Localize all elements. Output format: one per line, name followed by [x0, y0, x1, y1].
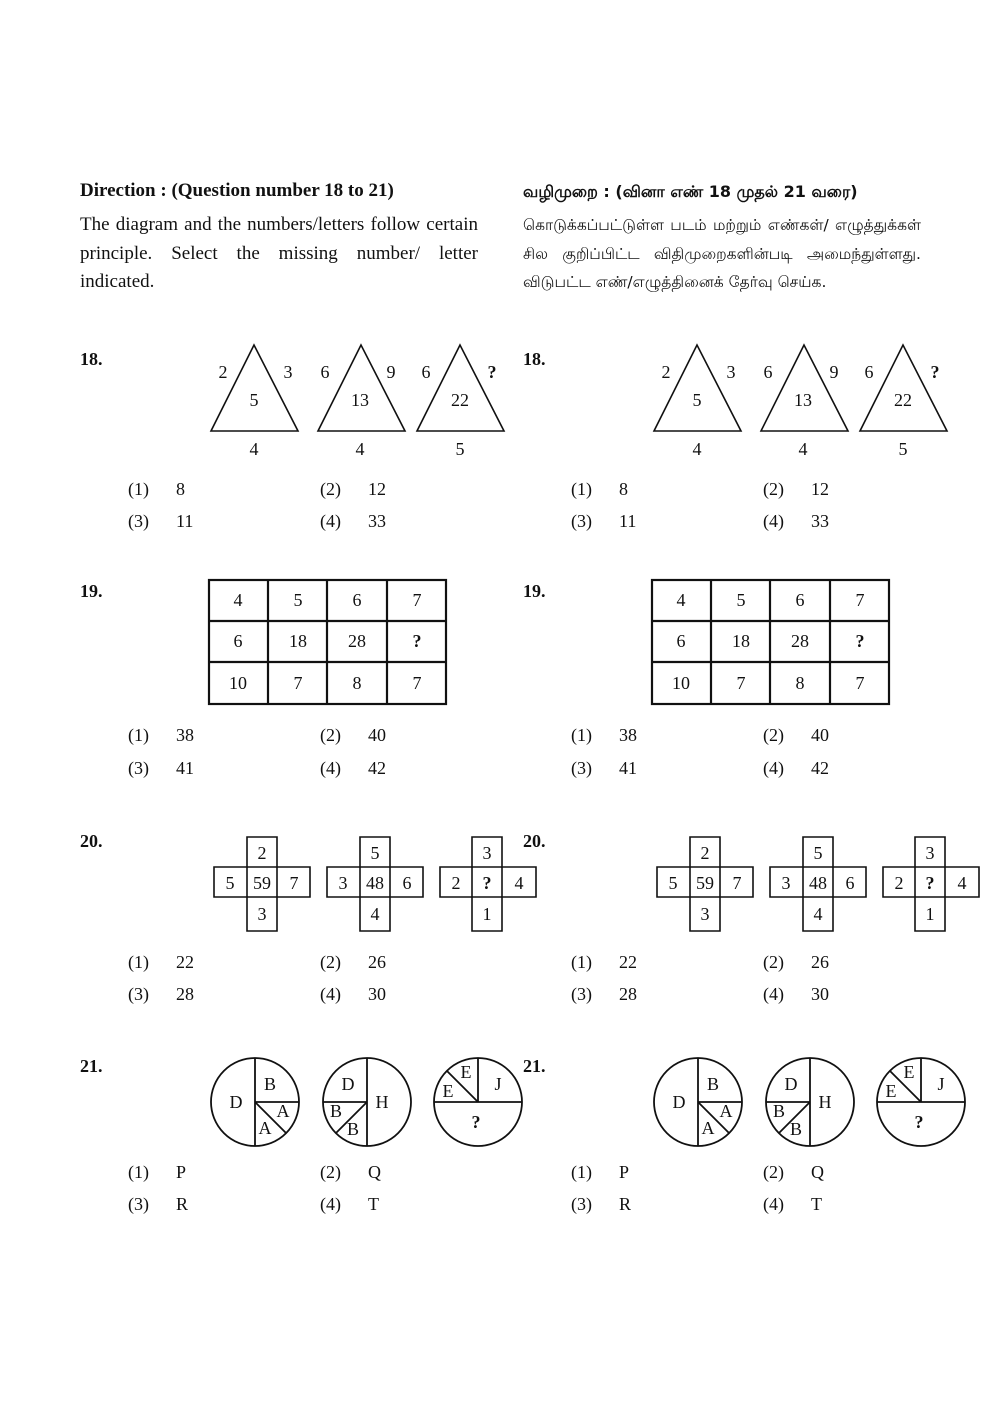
- triangle-center-value: 22: [451, 390, 469, 410]
- cross-bottom-value: 3: [257, 904, 267, 924]
- circle-3: [877, 1058, 965, 1146]
- option-label: (2): [763, 952, 784, 972]
- option-2[interactable]: [763, 1162, 824, 1183]
- triangle-left-value: 6: [864, 362, 874, 382]
- option-label: (2): [763, 1162, 784, 1182]
- direction-text: கொடுக்கப்பட்டுள்ள படம் மற்றும் எண்கள்/ எழுத்துக்கள் சில குறிப்பிட்ட விதிமுறைகளின்படி அமைந்துள்ளது. விடுபட்ட எண்/எழுத்தினைக் தேர்வு செய்க.: [523, 216, 921, 291]
- grid-cell: 6: [233, 631, 243, 651]
- option-label: (1): [571, 952, 592, 972]
- option-label: (4): [320, 1194, 341, 1214]
- cross-bottom-value: 4: [370, 904, 380, 924]
- grid-cell: 7: [412, 590, 422, 610]
- circle-letter: B: [772, 1101, 786, 1121]
- option-value: 26: [811, 952, 829, 972]
- option-label: (1): [571, 725, 592, 745]
- option-value: Q: [368, 1162, 381, 1182]
- option-value: 42: [368, 758, 386, 778]
- option-value: 33: [811, 511, 829, 531]
- direction-text: The diagram and the numbers/letters follow certain principle. Select the missing number/ letter indicated.: [80, 214, 478, 292]
- triangle-left-value: 6: [320, 362, 330, 382]
- tamil-column: [523, 0, 967, 1413]
- cross-center-value: 48: [809, 873, 827, 893]
- option-label: (3): [128, 984, 149, 1004]
- grid-cell: 18: [732, 631, 750, 651]
- grid-cell-missing: ?: [855, 631, 865, 651]
- option-label: (4): [763, 511, 784, 531]
- circle-2: [766, 1058, 854, 1146]
- option-value: P: [619, 1162, 630, 1182]
- circle-letter: H: [375, 1092, 389, 1112]
- grid-cell: 6: [352, 590, 362, 610]
- cross-right-value: 4: [514, 873, 524, 893]
- question-number-21: 21.: [523, 1056, 546, 1076]
- grid-cell: 5: [736, 590, 746, 610]
- cross-right-value: 6: [402, 873, 412, 893]
- grid-cell: 4: [233, 590, 243, 610]
- option-1[interactable]: [571, 1162, 629, 1183]
- cross-bottom-value: 1: [482, 904, 492, 924]
- triangle-bottom-value: 4: [692, 439, 702, 459]
- grid-cell: 7: [293, 673, 303, 693]
- cross-bottom-value: 1: [925, 904, 935, 924]
- option-label: (3): [571, 1194, 592, 1214]
- option-label: (2): [320, 725, 341, 745]
- option-value: 8: [176, 479, 185, 499]
- triangle-center-value: 22: [894, 390, 912, 410]
- triangle-right-value: 3: [283, 362, 293, 382]
- option-label: (1): [128, 479, 149, 499]
- circle-letter: J: [494, 1074, 502, 1094]
- option-value: R: [176, 1194, 189, 1214]
- option-value: 28: [619, 984, 637, 1004]
- option-value: 26: [368, 952, 386, 972]
- grid-cell: 10: [672, 673, 690, 693]
- triangle-bottom-value: 5: [898, 439, 908, 459]
- circle-letter: B: [346, 1119, 360, 1139]
- option-label: (1): [128, 725, 149, 745]
- option-value: 12: [811, 479, 829, 499]
- cross-center-value: 59: [253, 873, 271, 893]
- question-number-20: 20.: [80, 831, 103, 851]
- grid-cell: 4: [676, 590, 686, 610]
- option-3[interactable]: [128, 1194, 188, 1215]
- grid-cell: 8: [352, 673, 362, 693]
- cross-left-value: 5: [225, 873, 235, 893]
- cross-right-value: 4: [957, 873, 967, 893]
- option-label: (2): [763, 725, 784, 745]
- cross-top-value: 2: [700, 843, 710, 863]
- triangle-right-value: 3: [726, 362, 736, 382]
- option-label: (2): [320, 952, 341, 972]
- option-value: 28: [176, 984, 194, 1004]
- option-4[interactable]: [763, 1194, 822, 1215]
- circle-missing-letter: ?: [914, 1112, 924, 1132]
- triangle-left-value: 2: [661, 362, 671, 382]
- triangle-left-value: 6: [421, 362, 431, 382]
- grid-cell: 5: [293, 590, 303, 610]
- cross-left-value: 5: [668, 873, 678, 893]
- cross-top-value: 2: [257, 843, 267, 863]
- circle-letter: D: [672, 1092, 686, 1112]
- question-number-18: 18.: [523, 349, 546, 369]
- option-label: (2): [320, 479, 341, 499]
- triangle-bottom-value: 4: [355, 439, 365, 459]
- triangle-center-value: 5: [692, 390, 702, 410]
- option-value: 30: [811, 984, 829, 1004]
- grid-cell: 28: [791, 631, 809, 651]
- triangle-left-value: 2: [218, 362, 228, 382]
- cross-top-value: 5: [813, 843, 823, 863]
- option-value: 30: [368, 984, 386, 1004]
- circle-1: [211, 1058, 299, 1146]
- circle-letter: D: [784, 1074, 798, 1094]
- circle-letter: H: [818, 1092, 832, 1112]
- circle-letter: D: [229, 1092, 243, 1112]
- circle-missing-letter: ?: [471, 1112, 481, 1132]
- triangle-right-value: 9: [386, 362, 396, 382]
- triangle-center-value: 13: [794, 390, 812, 410]
- triangle-bottom-value: 4: [249, 439, 259, 459]
- cross-left-value: 3: [781, 873, 791, 893]
- cross-top-value: 3: [482, 843, 492, 863]
- grid-cell: 7: [736, 673, 746, 693]
- option-value: 11: [619, 511, 637, 531]
- option-label: (1): [571, 1162, 592, 1182]
- grid-cell: 8: [795, 673, 805, 693]
- option-label: (4): [320, 511, 341, 531]
- grid-cell: 7: [855, 673, 865, 693]
- circle-letter: B: [789, 1119, 803, 1139]
- triangle-left-value: 6: [763, 362, 773, 382]
- circle-letter: E: [442, 1081, 454, 1101]
- triangle-bottom-value: 5: [455, 439, 465, 459]
- english-column: [80, 0, 524, 1413]
- option-value: 8: [619, 479, 628, 499]
- option-value: 41: [176, 758, 194, 778]
- triangle-right-value: ?: [487, 362, 497, 382]
- option-1[interactable]: [128, 1162, 186, 1183]
- question-number-18: 18.: [80, 349, 103, 369]
- cross-center-value: ?: [482, 873, 492, 893]
- cross-bottom-value: 3: [700, 904, 710, 924]
- circle-letter: A: [276, 1101, 290, 1121]
- cross-center-value: 59: [696, 873, 714, 893]
- circle-letter: A: [719, 1101, 733, 1121]
- triangle-right-value: ?: [930, 362, 940, 382]
- option-label: (3): [128, 1194, 149, 1214]
- option-value: Q: [811, 1162, 824, 1182]
- cross-top-value: 5: [370, 843, 380, 863]
- cross-left-value: 3: [338, 873, 348, 893]
- option-label: (4): [763, 984, 784, 1004]
- option-label: (1): [128, 1162, 149, 1182]
- option-value: 22: [619, 952, 637, 972]
- grid-cell: 10: [229, 673, 247, 693]
- option-value: 38: [176, 725, 194, 745]
- option-value: 12: [368, 479, 386, 499]
- grid-cell: 6: [676, 631, 686, 651]
- circle-2: [323, 1058, 411, 1146]
- option-value: 33: [368, 511, 386, 531]
- option-label: (3): [571, 758, 592, 778]
- option-label: (1): [571, 479, 592, 499]
- option-label: (2): [763, 479, 784, 499]
- grid-cell: 7: [855, 590, 865, 610]
- question-number-19: 19.: [523, 581, 546, 601]
- option-label: (3): [128, 511, 149, 531]
- cross-right-value: 7: [732, 873, 742, 893]
- option-value: 40: [811, 725, 829, 745]
- question-number-21: 21.: [80, 1056, 103, 1076]
- option-value: T: [368, 1194, 379, 1214]
- circle-letter: A: [701, 1118, 715, 1138]
- option-4[interactable]: [320, 1194, 379, 1215]
- circle-letter: B: [263, 1074, 277, 1094]
- cross-center-value: 48: [366, 873, 384, 893]
- circle-letter: E: [903, 1062, 915, 1082]
- triangle-right-value: 9: [829, 362, 839, 382]
- question-number-19: 19.: [80, 581, 103, 601]
- cross-center-value: ?: [925, 873, 935, 893]
- option-label: (3): [571, 511, 592, 531]
- option-value: R: [619, 1194, 632, 1214]
- option-label: (2): [320, 1162, 341, 1182]
- grid-cell: 28: [348, 631, 366, 651]
- cross-left-value: 2: [894, 873, 904, 893]
- option-value: 11: [176, 511, 194, 531]
- option-label: (3): [128, 758, 149, 778]
- triangle-center-value: 5: [249, 390, 259, 410]
- grid-cell: 7: [412, 673, 422, 693]
- option-label: (1): [128, 952, 149, 972]
- question-number-20: 20.: [523, 831, 546, 851]
- option-value: 22: [176, 952, 194, 972]
- circle-letter: E: [885, 1081, 897, 1101]
- option-label: (4): [763, 1194, 784, 1214]
- option-label: (4): [320, 758, 341, 778]
- cross-right-value: 7: [289, 873, 299, 893]
- direction-title: Direction : (Question number 18 to 21): [80, 180, 394, 201]
- grid-cell: 18: [289, 631, 307, 651]
- direction-title: வழிமுறை : (வினா எண் 18 முதல் 21 வரை): [523, 182, 858, 201]
- grid-cell-missing: ?: [412, 631, 422, 651]
- option-label: (3): [571, 984, 592, 1004]
- cross-bottom-value: 4: [813, 904, 823, 924]
- circle-letter: A: [258, 1118, 272, 1138]
- option-value: 41: [619, 758, 637, 778]
- option-value: 38: [619, 725, 637, 745]
- circle-letter: B: [329, 1101, 343, 1121]
- option-value: P: [176, 1162, 187, 1182]
- option-3[interactable]: [571, 1194, 631, 1215]
- option-label: (4): [320, 984, 341, 1004]
- circle-1: [654, 1058, 742, 1146]
- option-value: 42: [811, 758, 829, 778]
- option-2[interactable]: [320, 1162, 381, 1183]
- option-label: (4): [763, 758, 784, 778]
- cross-top-value: 3: [925, 843, 935, 863]
- grid-cell: 6: [795, 590, 805, 610]
- circle-3: [434, 1058, 522, 1146]
- circle-letter: E: [460, 1062, 472, 1082]
- circle-letter: J: [937, 1074, 945, 1094]
- circle-letter: B: [706, 1074, 720, 1094]
- triangle-center-value: 13: [351, 390, 369, 410]
- option-value: T: [811, 1194, 822, 1214]
- circle-letter: D: [341, 1074, 355, 1094]
- cross-left-value: 2: [451, 873, 461, 893]
- triangle-bottom-value: 4: [798, 439, 808, 459]
- cross-right-value: 6: [845, 873, 855, 893]
- option-value: 40: [368, 725, 386, 745]
